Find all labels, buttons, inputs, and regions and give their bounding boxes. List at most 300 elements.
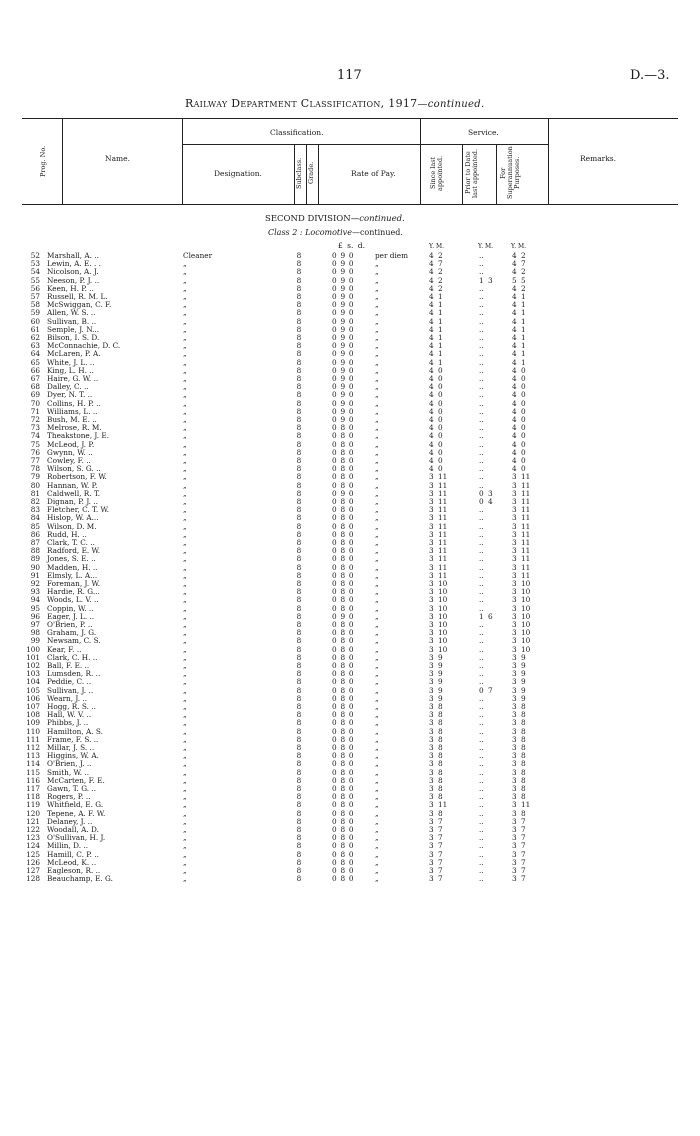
designation: „	[183, 825, 187, 834]
prog-number: 108	[26, 710, 40, 720]
service-prior-to: ..	[479, 283, 484, 293]
rate-of-pay: 0 9 0	[332, 308, 354, 318]
designation: „	[183, 751, 187, 761]
subclass-value: 8	[296, 570, 302, 580]
col-divider	[462, 144, 463, 204]
pay-period: „	[375, 505, 379, 515]
rate-of-pay: 0 9 0	[332, 415, 354, 424]
prog-number: 112	[26, 743, 40, 752]
service-since-last: 3 8	[429, 734, 443, 744]
employee-name: Sullivan, B. ..	[47, 316, 97, 326]
designation: „	[183, 423, 187, 433]
service-since-last: 4 0	[429, 406, 443, 416]
service-prior-to: ..	[479, 513, 484, 523]
subclass-value: 8	[296, 702, 302, 711]
service-superannuation: 3 10	[512, 628, 531, 638]
service-since-last: 3 8	[429, 702, 443, 711]
pay-period: „	[375, 562, 379, 572]
subclass-value: 8	[296, 603, 302, 613]
service-superannuation: 3 10	[512, 595, 531, 605]
header-name: Name.	[105, 154, 130, 163]
pay-period: „	[375, 406, 379, 416]
pay-period: „	[375, 529, 379, 539]
prog-number: 91	[30, 570, 40, 580]
employee-name: Sullivan, J. ..	[47, 685, 94, 695]
prog-number: 96	[30, 611, 40, 621]
employee-name: Haire, G. W. ..	[47, 374, 99, 383]
service-since-last: 3 8	[429, 726, 443, 736]
col-divider	[62, 118, 63, 204]
header-service: Service.	[468, 128, 499, 137]
subclass-value: 8	[296, 611, 302, 621]
service-superannuation: 3 8	[512, 718, 526, 728]
employee-name: Millin, D. ..	[47, 841, 89, 851]
subclass-value: 8	[296, 849, 302, 859]
service-prior-to: ..	[479, 538, 484, 547]
prog-number: 57	[30, 292, 40, 301]
prog-number: 53	[30, 259, 40, 269]
prog-number: 105	[26, 685, 40, 695]
service-since-last: 4 0	[429, 398, 443, 408]
service-since-last: 4 1	[429, 349, 443, 359]
service-prior-to: ..	[479, 825, 484, 834]
service-since-last: 3 8	[429, 784, 443, 793]
subclass-value: 8	[296, 775, 302, 785]
employee-name: O'Sullivan, H. J.	[47, 833, 106, 843]
designation: „	[183, 628, 187, 638]
employee-name: Ball, F. E. ..	[47, 661, 90, 670]
service-prior-to: ..	[479, 464, 484, 474]
designation: „	[183, 341, 187, 351]
pay-period: „	[375, 324, 379, 334]
service-since-last: 4 7	[429, 259, 443, 269]
service-superannuation: 3 9	[512, 693, 526, 703]
pay-period: „	[375, 784, 379, 793]
rate-of-pay: 0 8 0	[332, 792, 354, 802]
service-since-last: 3 10	[429, 595, 448, 605]
rate-of-pay: 0 8 0	[332, 603, 354, 613]
subclass-value: 8	[296, 529, 302, 539]
service-since-last: 3 7	[429, 816, 443, 826]
service-since-last: 3 8	[429, 792, 443, 802]
designation: „	[183, 488, 187, 498]
designation: „	[183, 833, 187, 843]
pay-period: „	[375, 267, 379, 277]
subclass-value: 8	[296, 734, 302, 744]
designation: „	[183, 324, 187, 334]
employee-name: Hamill, C. P. ..	[47, 849, 99, 859]
rate-of-pay: 0 8 0	[332, 718, 354, 728]
subclass-value: 8	[296, 652, 302, 662]
designation: „	[183, 775, 187, 785]
service-superannuation: 3 7	[512, 833, 526, 843]
employee-name: Hogg, R. S. ..	[47, 702, 96, 711]
designation: „	[183, 456, 187, 465]
designation: „	[183, 710, 187, 720]
subclass-value: 8	[296, 431, 302, 441]
designation: „	[183, 390, 187, 400]
rate-of-pay: 0 9 0	[332, 275, 354, 285]
designation: „	[183, 570, 187, 580]
employee-name: King, L. H. ..	[47, 365, 94, 375]
service-superannuation: 3 11	[512, 521, 531, 531]
rate-of-pay: 0 9 0	[332, 382, 354, 392]
pay-period: „	[375, 259, 379, 269]
service-since-last: 3 9	[429, 685, 443, 695]
designation: „	[183, 677, 187, 687]
service-superannuation: 4 0	[512, 398, 526, 408]
pay-period: „	[375, 341, 379, 351]
service-prior-to: ..	[479, 587, 484, 597]
col-divider	[318, 144, 319, 204]
service-since-last: 3 10	[429, 620, 448, 629]
pay-period: „	[375, 693, 379, 703]
service-prior-to: ..	[479, 841, 484, 851]
service-prior-to: ..	[479, 652, 484, 662]
pay-period: „	[375, 743, 379, 752]
service-superannuation: 3 7	[512, 866, 526, 875]
prog-number: 59	[30, 308, 40, 318]
employee-name: Peddie, C. ..	[47, 677, 92, 687]
prog-number: 118	[26, 792, 40, 802]
service-prior-to: ..	[479, 874, 484, 884]
subclass-value: 8	[296, 505, 302, 515]
subclass-value: 8	[296, 579, 302, 588]
service-since-last: 3 7	[429, 833, 443, 843]
employee-name: Radford, E. W.	[47, 546, 101, 556]
pay-period: „	[375, 685, 379, 695]
service-superannuation: 3 11	[512, 570, 531, 580]
service-since-last: 3 11	[429, 529, 448, 539]
subclass-value: 8	[296, 767, 302, 777]
class-name: Locomotive	[305, 228, 352, 237]
rate-of-pay: 0 9 0	[332, 390, 354, 400]
service-prior-to: ..	[479, 333, 484, 342]
pay-period: „	[375, 734, 379, 744]
prog-number: 128	[26, 874, 40, 884]
subclass-value: 8	[296, 743, 302, 752]
ym-prior-to: Y. M.	[478, 243, 494, 250]
employee-name: McConnachie, D. C.	[47, 341, 121, 351]
service-superannuation: 4 0	[512, 382, 526, 392]
rate-of-pay: 0 8 0	[332, 497, 354, 506]
prog-number: 63	[30, 341, 40, 351]
service-since-last: 3 10	[429, 611, 448, 621]
employee-name: Wearn, J. ..	[47, 693, 88, 703]
col-divider	[182, 118, 183, 204]
employee-name: Coppin, W. ..	[47, 603, 94, 613]
service-since-last: 3 11	[429, 521, 448, 531]
service-since-last: 3 7	[429, 841, 443, 851]
service-superannuation: 4 0	[512, 456, 526, 465]
subclass-value: 8	[296, 308, 302, 318]
employee-name: Higgins, W. A.	[47, 751, 99, 761]
designation: „	[183, 669, 187, 679]
service-superannuation: 3 11	[512, 505, 531, 515]
subclass-value: 8	[296, 669, 302, 679]
service-superannuation: 3 7	[512, 816, 526, 826]
rate-of-pay: 0 8 0	[332, 546, 354, 556]
service-prior-to: ..	[479, 529, 484, 539]
pay-period: „	[375, 726, 379, 736]
service-prior-to: ..	[479, 341, 484, 351]
rate-of-pay: 0 9 0	[332, 398, 354, 408]
pay-period: „	[375, 398, 379, 408]
subclass-value: 8	[296, 292, 302, 301]
service-superannuation: 3 9	[512, 677, 526, 687]
service-prior-to: ..	[479, 595, 484, 605]
rate-of-pay: 0 8 0	[332, 587, 354, 597]
prog-number: 103	[26, 669, 40, 679]
pay-period: „	[375, 570, 379, 580]
pay-period: „	[375, 480, 379, 490]
pay-period: „	[375, 595, 379, 605]
service-prior-to: ..	[479, 423, 484, 433]
prog-number: 109	[26, 718, 40, 728]
subclass-value: 8	[296, 857, 302, 867]
designation: „	[183, 406, 187, 416]
service-prior-to: ..	[479, 439, 484, 449]
designation: „	[183, 316, 187, 326]
service-superannuation: 4 0	[512, 447, 526, 457]
service-since-last: 4 0	[429, 415, 443, 424]
prog-number: 66	[30, 365, 40, 375]
rate-of-pay: 0 8 0	[332, 447, 354, 457]
rate-of-pay: 0 8 0	[332, 661, 354, 670]
employee-name: Gawn, T. G. ..	[47, 784, 97, 793]
service-prior-to: ..	[479, 259, 484, 269]
designation: „	[183, 283, 187, 293]
rate-of-pay: 0 8 0	[332, 767, 354, 777]
service-since-last: 4 2	[429, 275, 443, 285]
prog-number: 92	[30, 579, 40, 588]
pay-period: „	[375, 439, 379, 449]
employee-name: McLaren, P. A.	[47, 349, 101, 359]
service-prior-to: ..	[479, 562, 484, 572]
service-since-last: 3 8	[429, 743, 443, 752]
service-prior-to: ..	[479, 398, 484, 408]
service-superannuation: 4 0	[512, 374, 526, 383]
employee-name: Keen, H. P. ..	[47, 283, 94, 293]
pay-period: „	[375, 816, 379, 826]
service-since-last: 4 1	[429, 316, 443, 326]
prog-number: 55	[30, 275, 40, 285]
designation: „	[183, 784, 187, 793]
pay-period: „	[375, 677, 379, 687]
rate-of-pay: 0 8 0	[332, 431, 354, 441]
service-superannuation: 4 1	[512, 341, 526, 351]
subclass-value: 8	[296, 784, 302, 793]
rate-of-pay: 0 8 0	[332, 800, 354, 810]
pay-period: „	[375, 316, 379, 326]
service-since-last: 3 9	[429, 693, 443, 703]
service-prior-to: ..	[479, 456, 484, 465]
pay-period: „	[375, 357, 379, 367]
designation: „	[183, 808, 187, 818]
service-superannuation: 3 10	[512, 644, 531, 654]
designation: „	[183, 415, 187, 424]
pay-period: „	[375, 611, 379, 621]
prog-number: 79	[30, 472, 40, 482]
employee-name: Hislop, W. A...	[47, 513, 99, 523]
service-superannuation: 4 2	[512, 283, 526, 293]
rate-of-pay: 0 8 0	[332, 759, 354, 769]
prog-number: 70	[30, 398, 40, 408]
service-superannuation: 3 11	[512, 472, 531, 482]
service-superannuation: 3 7	[512, 825, 526, 834]
service-superannuation: 3 9	[512, 661, 526, 670]
employee-name: Smith, W. ..	[47, 767, 90, 777]
employee-name: White, J. L. ..	[47, 357, 95, 367]
rate-of-pay: 0 8 0	[332, 439, 354, 449]
designation: „	[183, 579, 187, 588]
service-since-last: 3 8	[429, 767, 443, 777]
pay-period: „	[375, 283, 379, 293]
employee-name: Gwynn, W. ..	[47, 447, 93, 457]
rate-of-pay: 0 9 0	[332, 316, 354, 326]
pay-period: „	[375, 833, 379, 843]
designation: „	[183, 734, 187, 744]
designation: „	[183, 620, 187, 629]
prog-number: 82	[30, 497, 40, 506]
service-since-last: 4 0	[429, 447, 443, 457]
designation: „	[183, 767, 187, 777]
service-since-last: 3 8	[429, 718, 443, 728]
service-since-last: 3 11	[429, 538, 448, 547]
service-prior-to: ..	[479, 816, 484, 826]
rate-of-pay: 0 9 0	[332, 259, 354, 269]
pay-period: „	[375, 620, 379, 629]
designation: „	[183, 447, 187, 457]
rate-of-pay: 0 9 0	[332, 341, 354, 351]
subclass-value: 8	[296, 718, 302, 728]
pay-period: „	[375, 497, 379, 506]
prog-number: 72	[30, 415, 40, 424]
pay-period: „	[375, 456, 379, 465]
service-superannuation: 3 8	[512, 759, 526, 769]
rate-of-pay: 0 8 0	[332, 816, 354, 826]
service-since-last: 4 1	[429, 300, 443, 310]
prog-number: 73	[30, 423, 40, 433]
employee-name: Williams, L. ..	[47, 406, 98, 416]
pay-period: „	[375, 431, 379, 441]
service-superannuation: 3 9	[512, 652, 526, 662]
prog-number: 115	[26, 767, 40, 777]
rate-of-pay: 0 8 0	[332, 636, 354, 646]
designation: „	[183, 759, 187, 769]
subclass-value: 8	[296, 841, 302, 851]
subclass-value: 8	[296, 644, 302, 654]
rate-of-pay: 0 9 0	[332, 406, 354, 416]
designation: „	[183, 636, 187, 646]
pay-period: „	[375, 488, 379, 498]
rate-of-pay: 0 9 0	[332, 374, 354, 383]
rate-of-pay: 0 8 0	[332, 570, 354, 580]
division-name: SECOND DIVISION	[265, 214, 351, 224]
subclass-value: 8	[296, 693, 302, 703]
prog-number: 120	[26, 808, 40, 818]
employee-name: Hardie, R. G...	[47, 587, 100, 597]
document-reference: D.—3.	[630, 68, 670, 83]
rate-of-pay: 0 8 0	[332, 808, 354, 818]
designation: „	[183, 743, 187, 752]
pay-period: „	[375, 365, 379, 375]
pay-period: „	[375, 644, 379, 654]
employee-name: Collins, H. P. ..	[47, 398, 101, 408]
service-superannuation: 3 7	[512, 857, 526, 867]
pay-period: „	[375, 554, 379, 564]
subclass-value: 8	[296, 415, 302, 424]
title-continued: —continued.	[417, 99, 485, 110]
service-prior-to: ..	[479, 775, 484, 785]
header-prior-to: Prior to Date last appointed.	[464, 148, 479, 198]
pay-period: „	[375, 710, 379, 720]
employee-name: Delaney, J. ..	[47, 816, 93, 826]
employee-name: Tepene, A. F. W.	[47, 808, 106, 818]
rate-of-pay: 0 8 0	[332, 464, 354, 474]
service-prior-to: ..	[479, 800, 484, 810]
service-prior-to: ..	[479, 292, 484, 301]
service-since-last: 3 11	[429, 554, 448, 564]
service-since-last: 4 1	[429, 292, 443, 301]
pay-period: „	[375, 390, 379, 400]
service-prior-to: ..	[479, 554, 484, 564]
service-prior-to: ..	[479, 603, 484, 613]
employee-name: Elmsly, L. A...	[47, 570, 98, 580]
service-superannuation: 5 5	[512, 275, 526, 285]
service-since-last: 3 10	[429, 636, 448, 646]
service-since-last: 3 9	[429, 677, 443, 687]
subclass-value: 8	[296, 513, 302, 523]
service-prior-to: ..	[479, 300, 484, 310]
rate-of-pay: 0 8 0	[332, 857, 354, 867]
designation: „	[183, 497, 187, 506]
employee-name: Woods, L. V. ..	[47, 595, 99, 605]
service-since-last: 3 9	[429, 661, 443, 670]
prog-number: 123	[26, 833, 40, 843]
service-since-last: 3 11	[429, 570, 448, 580]
rate-of-pay: 0 8 0	[332, 513, 354, 523]
service-prior-to: ..	[479, 833, 484, 843]
class-title	[268, 228, 403, 237]
prog-number: 84	[30, 513, 40, 523]
pay-period: „	[375, 702, 379, 711]
service-superannuation: 3 11	[512, 480, 531, 490]
money-units: £ s. d.	[338, 241, 365, 250]
employee-name: Jones, S. E. ..	[47, 554, 96, 564]
rate-of-pay: 0 8 0	[332, 849, 354, 859]
subclass-value: 8	[296, 628, 302, 638]
pay-period: „	[375, 751, 379, 761]
service-prior-to: ..	[479, 693, 484, 703]
service-since-last: 4 1	[429, 324, 443, 334]
service-since-last: 4 0	[429, 439, 443, 449]
rate-of-pay: 0 8 0	[332, 628, 354, 638]
service-superannuation: 3 10	[512, 636, 531, 646]
service-since-last: 4 1	[429, 341, 443, 351]
header-grade: Grade.	[307, 161, 315, 185]
subclass-value: 8	[296, 333, 302, 342]
service-prior-to: ..	[479, 546, 484, 556]
employee-name: Wilson, S. G. ..	[47, 464, 101, 474]
service-superannuation: 4 0	[512, 431, 526, 441]
subclass-value: 8	[296, 521, 302, 531]
service-superannuation: 4 0	[512, 423, 526, 433]
prog-number: 98	[30, 628, 40, 638]
rate-of-pay: 0 8 0	[332, 825, 354, 834]
subclass-value: 8	[296, 472, 302, 482]
subclass-value: 8	[296, 685, 302, 695]
